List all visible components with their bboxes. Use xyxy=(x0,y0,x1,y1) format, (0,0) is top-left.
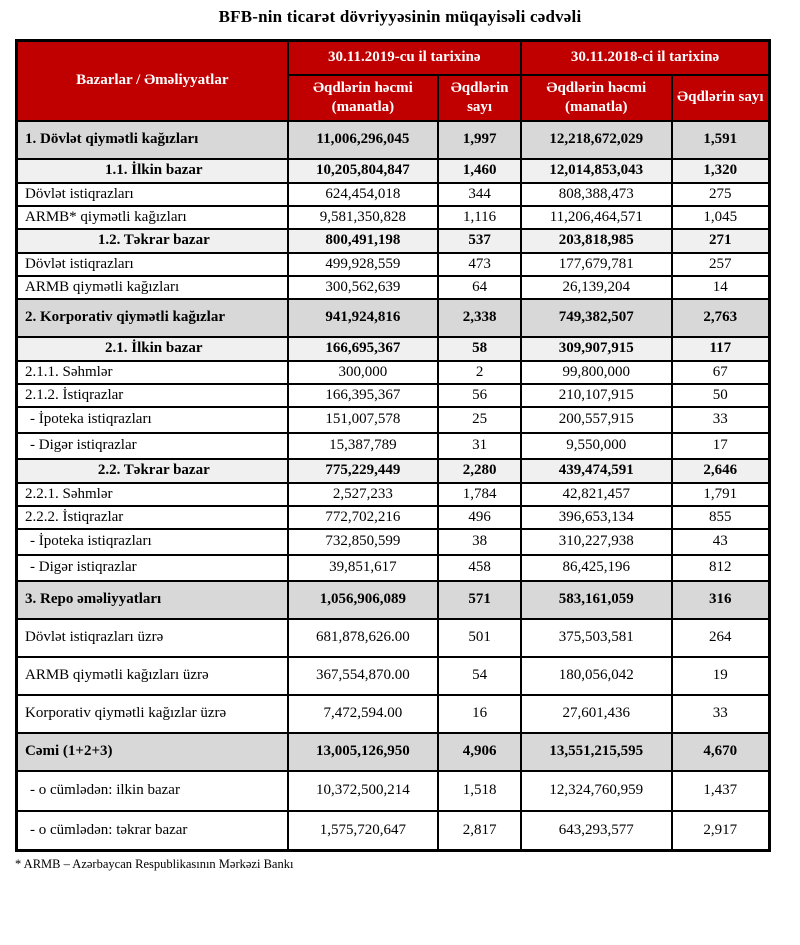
table-row xyxy=(17,555,770,581)
row-value-cell: 26,139,204 xyxy=(521,276,672,299)
table-row xyxy=(17,771,770,811)
table-row xyxy=(17,337,770,361)
row-label-cell: ARMB* qiymətli kağızları xyxy=(17,206,288,229)
row-value-cell: 1,997 xyxy=(438,121,521,159)
table-row xyxy=(17,506,770,529)
row-value-cell: 367,554,870.00 xyxy=(288,657,439,695)
row-value-cell: 458 xyxy=(438,555,521,581)
row-label-cell: - o cümlədən: təkrar bazar xyxy=(17,811,288,851)
row-value-cell: 9,581,350,828 xyxy=(288,206,439,229)
row-label-cell: 2. Korporativ qiymətli kağızlar xyxy=(17,299,288,337)
colgroup-header-2019: 30.11.2019-cu il tarixinə xyxy=(288,41,521,75)
row-value-cell: 12,218,672,029 xyxy=(521,121,672,159)
row-value-cell: 177,679,781 xyxy=(521,253,672,276)
row-value-cell: 571 xyxy=(438,581,521,619)
row-value-cell: 583,161,059 xyxy=(521,581,672,619)
row-label-cell: - İpoteka istiqrazları xyxy=(17,529,288,555)
row-value-cell: 166,395,367 xyxy=(288,384,439,407)
colgroup-header-2018: 30.11.2018-ci il tarixinə xyxy=(521,41,770,75)
row-value-cell: 309,907,915 xyxy=(521,337,672,361)
row-value-cell: 42,821,457 xyxy=(521,483,672,506)
row-value-cell: 808,388,473 xyxy=(521,183,672,206)
row-value-cell: 67 xyxy=(672,361,770,384)
row-label-cell: 3. Repo əməliyyatları xyxy=(17,581,288,619)
header-row-groups xyxy=(17,41,770,75)
row-value-cell: 800,491,198 xyxy=(288,229,439,253)
table-row xyxy=(17,459,770,483)
row-value-cell: 33 xyxy=(672,407,770,433)
row-value-cell: 2,817 xyxy=(438,811,521,851)
comparison-table xyxy=(15,39,771,852)
row-value-cell: 9,550,000 xyxy=(521,433,672,459)
table-row xyxy=(17,384,770,407)
table-row xyxy=(17,695,770,733)
row-value-cell: 941,924,816 xyxy=(288,299,439,337)
row-value-cell: 38 xyxy=(438,529,521,555)
row-value-cell: 50 xyxy=(672,384,770,407)
row-value-cell: 732,850,599 xyxy=(288,529,439,555)
row-value-cell: 64 xyxy=(438,276,521,299)
row-value-cell: 772,702,216 xyxy=(288,506,439,529)
table-row xyxy=(17,581,770,619)
row-value-cell: 316 xyxy=(672,581,770,619)
row-label-cell: - İpoteka istiqrazları xyxy=(17,407,288,433)
row-label-cell: 2.2. Təkrar bazar xyxy=(17,459,288,483)
row-value-cell: 812 xyxy=(672,555,770,581)
row-value-cell: 10,372,500,214 xyxy=(288,771,439,811)
table-row xyxy=(17,657,770,695)
row-label-cell: Cəmi (1+2+3) xyxy=(17,733,288,771)
subheader-volume-2018: Əqdlərin həcmi (manatla) xyxy=(521,75,672,121)
row-value-cell: 537 xyxy=(438,229,521,253)
table-row xyxy=(17,121,770,159)
row-value-cell: 4,906 xyxy=(438,733,521,771)
row-value-cell: 99,800,000 xyxy=(521,361,672,384)
footnote: * ARMB – Azərbaycan Respublikasının Mərkəzi Bankı xyxy=(15,857,294,871)
row-value-cell: 12,324,760,959 xyxy=(521,771,672,811)
table-row xyxy=(17,253,770,276)
row-value-cell: 681,878,626.00 xyxy=(288,619,439,657)
row-label-cell: 1. Dövlət qiymətli kağızları xyxy=(17,121,288,159)
table-body xyxy=(17,121,770,851)
table-row xyxy=(17,733,770,771)
row-value-cell: 25 xyxy=(438,407,521,433)
row-value-cell: 264 xyxy=(672,619,770,657)
table-row xyxy=(17,183,770,206)
row-value-cell: 166,695,367 xyxy=(288,337,439,361)
table-row xyxy=(17,276,770,299)
row-value-cell: 12,014,853,043 xyxy=(521,159,672,183)
row-value-cell: 275 xyxy=(672,183,770,206)
row-value-cell: 117 xyxy=(672,337,770,361)
row-value-cell: 1,784 xyxy=(438,483,521,506)
row-value-cell: 1,591 xyxy=(672,121,770,159)
page-title: BFB-nin ticarət dövriyyəsinin müqayisəli cədvəli xyxy=(218,7,582,26)
table-row xyxy=(17,407,770,433)
row-value-cell: 375,503,581 xyxy=(521,619,672,657)
row-value-cell: 2,338 xyxy=(438,299,521,337)
row-value-cell: 643,293,577 xyxy=(521,811,672,851)
row-value-cell: 624,454,018 xyxy=(288,183,439,206)
row-value-cell: 257 xyxy=(672,253,770,276)
row-value-cell: 2,280 xyxy=(438,459,521,483)
row-label-cell: 2.1. İlkin bazar xyxy=(17,337,288,361)
row-value-cell: 396,653,134 xyxy=(521,506,672,529)
row-value-cell: 33 xyxy=(672,695,770,733)
row-value-cell: 11,006,296,045 xyxy=(288,121,439,159)
row-value-cell: 15,387,789 xyxy=(288,433,439,459)
row-value-cell: 344 xyxy=(438,183,521,206)
table-row xyxy=(17,483,770,506)
row-value-cell: 180,056,042 xyxy=(521,657,672,695)
row-label-cell: - o cümlədən: ilkin bazar xyxy=(17,771,288,811)
row-value-cell: 300,562,639 xyxy=(288,276,439,299)
row-value-cell: 1,320 xyxy=(672,159,770,183)
row-value-cell: 11,206,464,571 xyxy=(521,206,672,229)
row-label-cell: 2.1.2. İstiqrazlar xyxy=(17,384,288,407)
table-row xyxy=(17,206,770,229)
row-value-cell: 151,007,578 xyxy=(288,407,439,433)
subheader-count-2019: Əqdlərin sayı xyxy=(438,75,521,121)
row-value-cell: 200,557,915 xyxy=(521,407,672,433)
row-value-cell: 4,670 xyxy=(672,733,770,771)
row-label-cell: Dövlət istiqrazları xyxy=(17,253,288,276)
row-value-cell: 39,851,617 xyxy=(288,555,439,581)
row-value-cell: 14 xyxy=(672,276,770,299)
row-value-cell: 2,646 xyxy=(672,459,770,483)
row-value-cell: 300,000 xyxy=(288,361,439,384)
row-value-cell: 271 xyxy=(672,229,770,253)
table-row xyxy=(17,361,770,384)
row-label-cell: 1.1. İlkin bazar xyxy=(17,159,288,183)
subheader-count-2018: Əqdlərin sayı xyxy=(672,75,770,121)
row-value-cell: 58 xyxy=(438,337,521,361)
table-row xyxy=(17,299,770,337)
table-row xyxy=(17,229,770,253)
row-value-cell: 473 xyxy=(438,253,521,276)
row-value-cell: 1,437 xyxy=(672,771,770,811)
row-value-cell: 2 xyxy=(438,361,521,384)
row-value-cell: 855 xyxy=(672,506,770,529)
subheader-volume-2019: Əqdlərin həcmi (manatla) xyxy=(288,75,439,121)
row-value-cell: 1,056,906,089 xyxy=(288,581,439,619)
row-value-cell: 13,551,215,595 xyxy=(521,733,672,771)
row-label-cell: Korporativ qiymətli kağızlar üzrə xyxy=(17,695,288,733)
row-value-cell: 1,575,720,647 xyxy=(288,811,439,851)
row-value-cell: 27,601,436 xyxy=(521,695,672,733)
row-value-cell: 501 xyxy=(438,619,521,657)
corner-header-cell: Bazarlar / Əməliyyatlar xyxy=(17,41,288,121)
row-value-cell: 1,116 xyxy=(438,206,521,229)
row-value-cell: 54 xyxy=(438,657,521,695)
row-value-cell: 439,474,591 xyxy=(521,459,672,483)
row-value-cell: 13,005,126,950 xyxy=(288,733,439,771)
row-label-cell: 2.1.1. Səhmlər xyxy=(17,361,288,384)
table-row xyxy=(17,433,770,459)
row-label-cell: 2.2.1. Səhmlər xyxy=(17,483,288,506)
row-label-cell: 2.2.2. İstiqrazlar xyxy=(17,506,288,529)
row-value-cell: 2,527,233 xyxy=(288,483,439,506)
row-value-cell: 17 xyxy=(672,433,770,459)
row-value-cell: 1,460 xyxy=(438,159,521,183)
row-label-cell: ARMB qiymətli kağızları üzrə xyxy=(17,657,288,695)
row-value-cell: 1,791 xyxy=(672,483,770,506)
row-value-cell: 2,917 xyxy=(672,811,770,851)
row-label-cell: Dövlət istiqrazları üzrə xyxy=(17,619,288,657)
table-row xyxy=(17,619,770,657)
row-value-cell: 496 xyxy=(438,506,521,529)
row-value-cell: 1,045 xyxy=(672,206,770,229)
row-value-cell: 10,205,804,847 xyxy=(288,159,439,183)
row-value-cell: 7,472,594.00 xyxy=(288,695,439,733)
row-value-cell: 43 xyxy=(672,529,770,555)
row-value-cell: 1,518 xyxy=(438,771,521,811)
table-row xyxy=(17,159,770,183)
row-value-cell: 749,382,507 xyxy=(521,299,672,337)
row-value-cell: 16 xyxy=(438,695,521,733)
row-value-cell: 210,107,915 xyxy=(521,384,672,407)
table-row xyxy=(17,811,770,851)
row-value-cell: 31 xyxy=(438,433,521,459)
row-value-cell: 775,229,449 xyxy=(288,459,439,483)
row-value-cell: 86,425,196 xyxy=(521,555,672,581)
row-value-cell: 203,818,985 xyxy=(521,229,672,253)
row-value-cell: 19 xyxy=(672,657,770,695)
row-label-cell: 1.2. Təkrar bazar xyxy=(17,229,288,253)
row-label-cell: - Digər istiqrazlar xyxy=(17,433,288,459)
row-value-cell: 2,763 xyxy=(672,299,770,337)
table-row xyxy=(17,529,770,555)
table-header xyxy=(17,41,770,121)
row-label-cell: - Digər istiqrazlar xyxy=(17,555,288,581)
row-value-cell: 56 xyxy=(438,384,521,407)
row-label-cell: ARMB qiymətli kağızları xyxy=(17,276,288,299)
row-value-cell: 310,227,938 xyxy=(521,529,672,555)
row-label-cell: Dövlət istiqrazları xyxy=(17,183,288,206)
row-value-cell: 499,928,559 xyxy=(288,253,439,276)
